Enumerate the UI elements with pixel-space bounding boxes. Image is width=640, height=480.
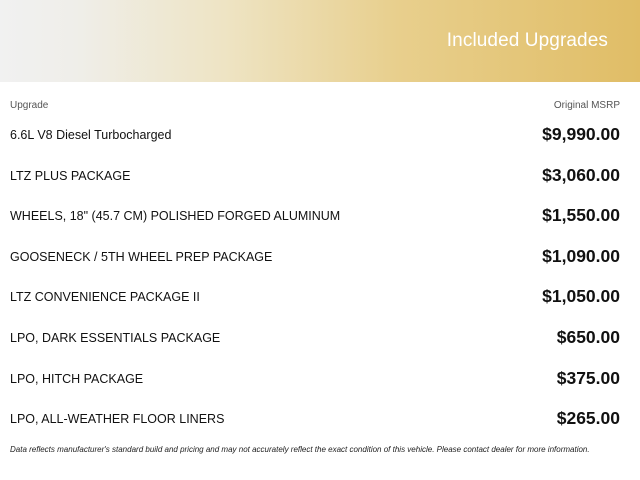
upgrade-row xyxy=(0,238,640,279)
upgrade-price: $3,060.00 xyxy=(542,164,620,185)
upgrade-name: GOOSENECK / 5TH WHEEL PREP PACKAGE xyxy=(10,249,273,264)
column-header-upgrade: Upgrade xyxy=(10,100,49,111)
upgrade-row xyxy=(0,360,640,401)
header-banner xyxy=(0,0,640,82)
column-header-msrp: Original MSRP xyxy=(553,100,620,111)
upgrade-row xyxy=(0,278,640,319)
upgrade-price: $265.00 xyxy=(556,408,620,429)
upgrade-price: $1,090.00 xyxy=(542,245,620,266)
disclaimer-text: Data reflects manufacturer's standard build and pricing and may not accurately reflect the exact condition of this vehicle. Please contact dealer for more information. xyxy=(10,445,590,454)
upgrade-row xyxy=(0,157,640,198)
upgrade-price: $375.00 xyxy=(556,367,620,388)
upgrades-list xyxy=(0,116,640,441)
upgrade-price: $650.00 xyxy=(556,326,620,347)
upgrade-name: LPO, ALL-WEATHER FLOOR LINERS xyxy=(10,412,225,427)
upgrade-price: $9,990.00 xyxy=(542,124,620,144)
upgrade-name: 6.6L V8 Diesel Turbocharged xyxy=(10,128,172,142)
upgrade-name: LTZ PLUS PACKAGE xyxy=(10,168,131,183)
upgrade-name: WHEELS, 18" (45.7 CM) POLISHED FORGED ALUMINUM xyxy=(10,209,341,224)
upgrade-name: LPO, DARK ESSENTIALS PACKAGE xyxy=(10,330,221,345)
upgrade-row xyxy=(0,116,640,157)
upgrade-row xyxy=(0,319,640,360)
upgrade-name: LPO, HITCH PACKAGE xyxy=(10,371,144,386)
upgrade-price: $1,050.00 xyxy=(542,286,620,307)
upgrade-row xyxy=(0,400,640,441)
banner-title: Included Upgrades xyxy=(446,30,608,51)
upgrade-price: $1,550.00 xyxy=(542,205,620,226)
upgrade-row xyxy=(0,197,640,238)
upgrade-name: LTZ CONVENIENCE PACKAGE II xyxy=(10,290,200,305)
